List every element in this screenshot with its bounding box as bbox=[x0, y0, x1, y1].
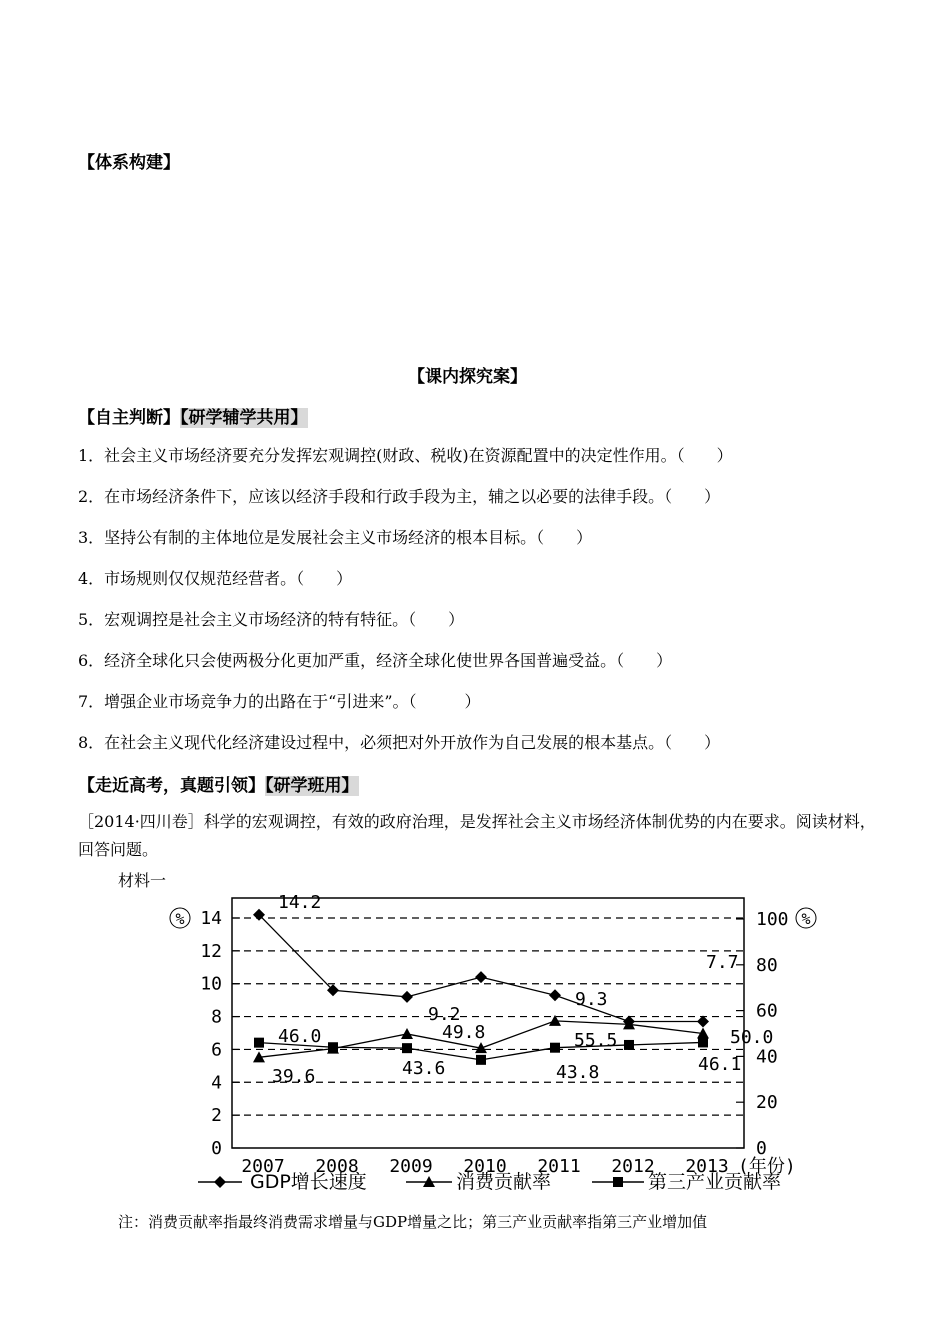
legend-marker bbox=[214, 1176, 226, 1188]
x-tick-label: 2012 bbox=[611, 1156, 655, 1177]
chart bbox=[150, 888, 870, 1208]
judge-item-4: 4．市场规则仅仅规范经营者。（ ） bbox=[78, 569, 353, 588]
x-axis-suffix: (年份) bbox=[738, 1156, 796, 1177]
plot-frame bbox=[232, 898, 744, 1148]
x-tick-label: 2010 bbox=[463, 1156, 507, 1177]
data-point bbox=[401, 1028, 413, 1039]
data-point bbox=[624, 1040, 634, 1050]
legend-label: 第三产业贡献率 bbox=[648, 1171, 782, 1193]
data-label: 39.6 bbox=[272, 1066, 316, 1087]
data-label: 43.6 bbox=[402, 1058, 446, 1079]
data-label: 55.5 bbox=[574, 1030, 618, 1051]
data-point bbox=[550, 1043, 560, 1053]
legend-label: 消费贡献率 bbox=[456, 1171, 552, 1193]
judge-item-3: 3．坚持公有制的主体地位是发展社会主义市场经济的根本目标。（ ） bbox=[78, 528, 593, 547]
data-label: 43.8 bbox=[556, 1062, 600, 1083]
self-judge-tag: 【研学辅学共用】 bbox=[180, 408, 308, 428]
data-point bbox=[549, 989, 561, 1001]
x-tick-label: 2013 bbox=[685, 1156, 729, 1177]
x-tick-label: 2009 bbox=[389, 1156, 433, 1177]
left-tick-label: 6 bbox=[211, 1039, 222, 1061]
gaokao-tag: 【研学班用】 bbox=[265, 776, 359, 796]
right-tick-label: 20 bbox=[756, 1092, 778, 1114]
left-tick-label: 4 bbox=[211, 1072, 222, 1094]
judge-item-6: 6．经济全球化只会使两极分化更加严重，经济全球化使世界各国普遍受益。（ ） bbox=[78, 651, 673, 670]
left-tick-label: 0 bbox=[211, 1138, 222, 1159]
data-label: 9.2 bbox=[428, 1004, 461, 1025]
data-point bbox=[698, 1037, 708, 1047]
data-label: 46.1 bbox=[698, 1054, 742, 1075]
data-label: 46.0 bbox=[278, 1026, 322, 1047]
judge-item-7: 7．增强企业市场竞争力的出路在于“引进来”。（ ） bbox=[78, 692, 481, 711]
data-label: 50.0 bbox=[730, 1027, 774, 1048]
gaokao-heading bbox=[78, 771, 359, 796]
section-title-inquiry: 【课内探究案】 bbox=[408, 367, 527, 387]
right-axis-unit: % bbox=[801, 910, 811, 928]
line-chart bbox=[150, 888, 870, 1208]
left-tick-label: 14 bbox=[200, 908, 222, 929]
x-tick-label: 2008 bbox=[315, 1156, 359, 1177]
right-tick-label: 0 bbox=[756, 1138, 767, 1159]
data-label: 14.2 bbox=[278, 892, 322, 913]
judge-item-1: 1．社会主义市场经济要充分发挥宏观调控(财政、税收)在资源配置中的决定性作用。（ ） bbox=[78, 446, 733, 465]
x-tick-label: 2007 bbox=[241, 1156, 285, 1177]
data-point bbox=[328, 1042, 338, 1052]
chart-note: 注：消费贡献率指最终消费需求增量与GDP增量之比；第三产业贡献率指第三产业增加值 bbox=[118, 1213, 708, 1231]
data-label: 9.3 bbox=[575, 989, 608, 1010]
data-point bbox=[254, 1038, 264, 1048]
judge-item-5: 5．宏观调控是社会主义市场经济的特有特征。（ ） bbox=[78, 610, 465, 629]
right-tick-label: 80 bbox=[756, 954, 778, 976]
legend-marker bbox=[613, 1177, 623, 1187]
data-point bbox=[476, 1055, 486, 1065]
self-judge-heading bbox=[78, 403, 308, 428]
x-tick-label: 2011 bbox=[537, 1156, 581, 1177]
left-tick-label: 2 bbox=[211, 1105, 222, 1127]
self-judge-title: 【自主判断】 bbox=[78, 408, 180, 428]
right-tick-label: 40 bbox=[756, 1046, 778, 1068]
gaokao-title: 【走近高考，真题引领】 bbox=[78, 776, 265, 796]
left-tick-label: 8 bbox=[211, 1006, 222, 1028]
section-title-system: 【体系构建】 bbox=[78, 153, 180, 173]
data-point bbox=[401, 991, 413, 1003]
material-label: 材料一 bbox=[118, 871, 167, 890]
series-line bbox=[259, 915, 703, 1022]
data-label: 49.8 bbox=[442, 1022, 486, 1043]
question-text: ［2014·四川卷］科学的宏观调控，有效的政府治理，是发挥社会主义市场经济体制优势的内在要求。阅读材料，回答问题。 bbox=[78, 812, 876, 859]
data-point bbox=[402, 1043, 412, 1053]
data-label: 7.7 bbox=[706, 952, 739, 973]
data-point bbox=[697, 1016, 709, 1028]
judge-item-2: 2．在市场经济条件下，应该以经济手段和行政手段为主，辅之以必要的法律手段。（ ） bbox=[78, 487, 721, 506]
judge-item-8: 8．在社会主义现代化经济建设过程中，必须把对外开放作为自己发展的根本基点。（ ） bbox=[78, 733, 721, 752]
legend-label: GDP增长速度 bbox=[250, 1171, 367, 1193]
left-tick-label: 10 bbox=[200, 973, 222, 995]
data-point bbox=[475, 971, 487, 983]
left-tick-label: 12 bbox=[200, 940, 222, 962]
right-tick-label: 100 bbox=[756, 909, 789, 930]
right-tick-label: 60 bbox=[756, 1000, 778, 1022]
left-axis-unit: % bbox=[175, 910, 185, 928]
